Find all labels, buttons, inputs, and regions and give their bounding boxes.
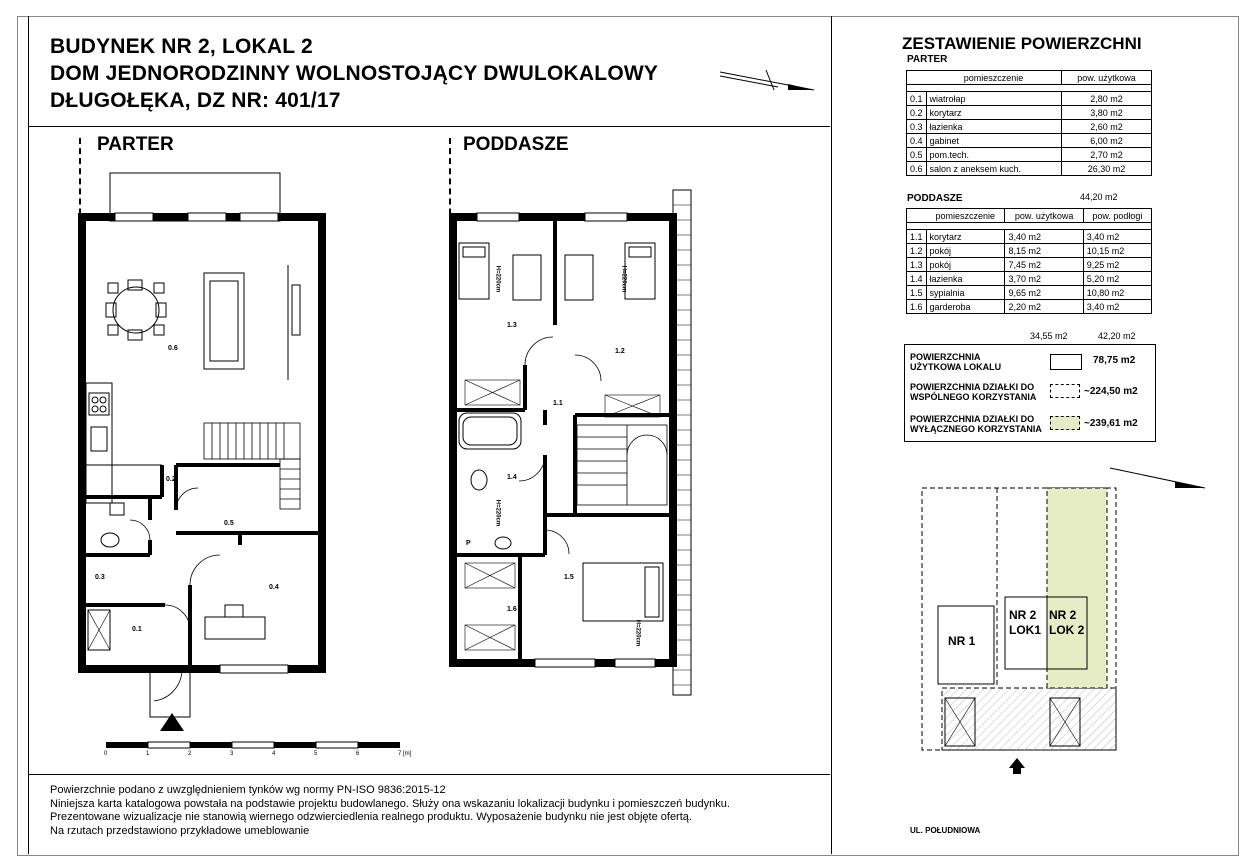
scale-label: 2 <box>188 751 192 757</box>
height-label: H=220cm <box>634 619 641 647</box>
site-nr1: NR 1 <box>948 634 976 648</box>
poddasze-heading: PODDASZE <box>463 134 569 155</box>
legend-swatch <box>1050 354 1082 370</box>
scale-label: 3 <box>230 751 234 757</box>
poddasze-area-table: pomieszczenie pow. użytkowa pow. podłogi 1.1 korytarz 3,40 m2 3,40 m2 1.2 pokój 8,15 m2 10,15 m2 1.3 pokój 7,45 m2 9,25 m2 1.4 łazienka 3,70 m2 5,20 m2 1.5 sypialnia 9,65 m2 10,80 m2 1.6 garderoba 2,20 m2 3,40 m2 <box>906 208 1152 314</box>
parter-total: 44,20 m2 <box>1080 192 1118 202</box>
legend-swatch <box>1050 384 1080 398</box>
note-line: Prezentowane wizualizacje nie stanowią wiernego odzwierciedlenia realnego produktu. Wyposażenie budynku nie jest objęte ofertą. <box>50 811 692 823</box>
legend-value: ~239,61 m2 <box>1084 418 1138 429</box>
parter-room-label: 0.3 <box>95 574 105 581</box>
poddasze-room-label: 1.1 <box>553 400 563 407</box>
poddasze-floor-plan <box>445 185 695 705</box>
table-row: 1.6 garderoba 2,20 m2 3,40 m2 <box>907 300 1152 314</box>
scale-label: 4 <box>272 751 276 757</box>
parter-room-label: 0.1 <box>132 626 142 633</box>
parter-floor-plan <box>70 165 340 745</box>
table-row: 0.4 gabinet 6,00 m2 <box>907 134 1152 148</box>
parter-room-label: 0.6 <box>168 345 178 352</box>
poddasze-table-label: PODDASZE <box>907 193 963 204</box>
poddasze-room-label: P <box>466 540 471 547</box>
table-row: 0.1 wiatrołap 2,80 m2 <box>907 92 1152 106</box>
table-row: 0.5 pom.tech. 2,70 m2 <box>907 148 1152 162</box>
scale-label: 0 <box>104 751 108 757</box>
legend-value: 78,75 m2 <box>1093 355 1136 366</box>
parter-room-label: 0.5 <box>224 520 234 527</box>
legend-value: ~224,50 m2 <box>1084 386 1138 397</box>
poddasze-total-floor: 42,20 m2 <box>1098 331 1136 341</box>
height-label: H=220cm <box>494 499 501 527</box>
title-line-3: DŁUGOŁĘKA, DZ NR: 401/17 <box>50 89 341 112</box>
note-line: Powierzchnie podano z uwzględnieniem tynków wg normy PN-ISO 9836:2015-12 <box>50 784 446 796</box>
north-arrow-icon <box>718 60 818 100</box>
poddasze-room-label: 1.5 <box>564 574 574 581</box>
parter-table-label: PARTER <box>907 54 948 65</box>
scale-label: 6 <box>356 751 360 757</box>
note-line: Na rzutach przedstawiono przykładowe umeblowanie <box>50 824 310 837</box>
poddasze-room-label: 1.6 <box>507 606 517 613</box>
parter-area-table <box>906 70 1152 176</box>
col-header: pow. użytkowa <box>1061 71 1151 85</box>
site-lok1: NR 2 LOK1 <box>1009 608 1042 637</box>
legend-swatch <box>1050 416 1080 430</box>
parter-room-label: 0.4 <box>269 584 279 591</box>
col-header: pomieszczenie <box>926 71 1061 85</box>
table-row: 1.1 korytarz 3,40 m2 3,40 m2 <box>907 230 1152 244</box>
legend-label: POWIERZCHNIA DZIAŁKI DO WSPÓLNEGO KORZYSTANIA <box>910 382 1037 402</box>
title-line-1: BUDYNEK NR 2, LOKAL 2 <box>50 35 313 58</box>
legend-label: POWIERZCHNIA UŻYTKOWA LOKALU <box>910 352 1002 372</box>
parter-heading: PARTER <box>97 134 174 155</box>
title-line-2: DOM JEDNORODZINNY WOLNOSTOJĄCY DWULOKALOWY <box>50 62 659 85</box>
table-row: 0.6 salon z aneksem kuch. 26,30 m2 <box>907 162 1152 176</box>
scale-label: 7 [m] <box>398 751 412 757</box>
poddasze-room-label: 1.4 <box>507 474 517 481</box>
table-row: 0.2 korytarz 3,80 m2 <box>907 106 1152 120</box>
site-lok2: NR 2 LOK 2 <box>1049 608 1085 637</box>
table-row: 1.4 łazienka 3,70 m2 5,20 m2 <box>907 272 1152 286</box>
height-label: H=220cm <box>620 265 627 293</box>
parter-room-label: 0.2 <box>166 476 176 483</box>
footer-divider <box>28 774 830 775</box>
note-line: Niniejsza karta katalogowa powstała na podstawie projektu budowlanego. Służy ona wskazaniu lokalizacji budynku i pomieszczeń budynku. <box>50 797 730 810</box>
table-row: 1.5 sypialnia 9,65 m2 10,80 m2 <box>907 286 1152 300</box>
height-label: H=220cm <box>494 265 501 293</box>
table-row: 1.3 pokój 7,45 m2 9,25 m2 <box>907 258 1152 272</box>
poddasze-total-area: 34,55 m2 <box>1030 331 1068 341</box>
street-name: UL. POŁUDNIOWA <box>910 826 981 835</box>
poddasze-room-label: 1.3 <box>507 322 517 329</box>
legend-label: POWIERZCHNIA DZIAŁKI DO WYŁĄCZNEGO KORZYSTANIA <box>910 414 1042 434</box>
footer-notes <box>50 784 730 838</box>
scale-label: 5 <box>314 751 318 757</box>
summary-title: ZESTAWIENIE POWIERZCHNI <box>902 34 1142 53</box>
scale-label: 1 <box>146 751 150 757</box>
header-divider <box>28 126 830 127</box>
table-row: 0.3 łazienka 2,60 m2 <box>907 120 1152 134</box>
table-row: 1.2 pokój 8,15 m2 10,15 m2 <box>907 244 1152 258</box>
poddasze-room-label: 1.2 <box>615 348 625 355</box>
